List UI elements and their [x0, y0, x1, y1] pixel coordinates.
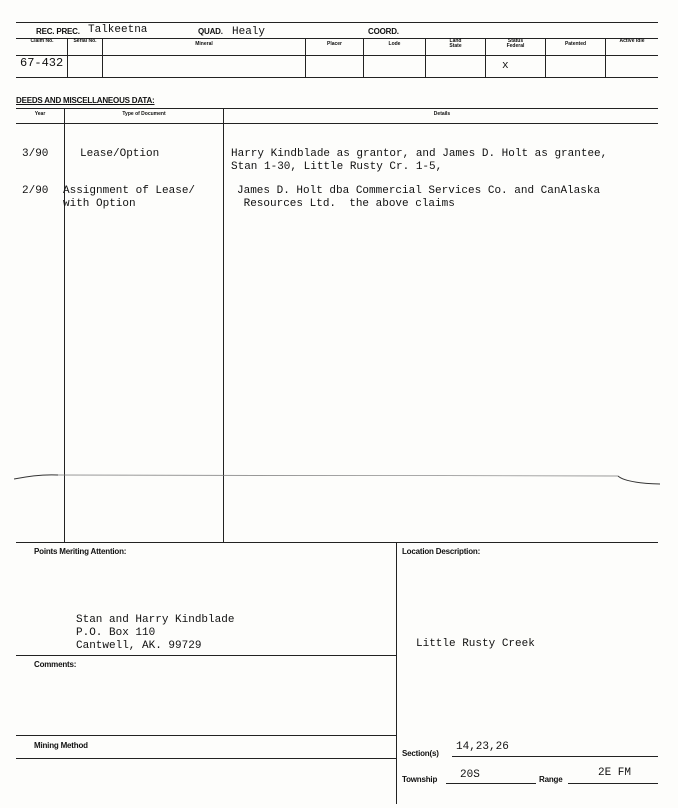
points-label: Points Meriting Attention: [34, 547, 127, 556]
status-federal-mark: x [502, 60, 509, 72]
address-line-3: Cantwell, AK. 99729 [76, 640, 202, 652]
location-label: Location Description: [402, 547, 481, 556]
col-mineral: Mineral [195, 41, 213, 47]
quad-label: QUAD. [198, 27, 223, 36]
coord-label: COORD. [368, 27, 399, 36]
col-details: Details [433, 111, 451, 117]
range-label: Range [539, 775, 563, 784]
quad-value: Healy [232, 26, 266, 38]
rec-prec-label: REC. PREC. [36, 27, 80, 36]
comments-label: Comments: [34, 660, 77, 669]
address-line-1: Stan and Harry Kindblade [76, 614, 235, 626]
claim-no-value: 67-432 [20, 56, 64, 70]
section-value: 14,23,26 [456, 741, 509, 753]
mining-method-label: Mining Method [34, 741, 88, 750]
section-label: Section(s) [402, 749, 439, 758]
location-value: Little Rusty Creek [416, 638, 535, 650]
col-lode: Lode [388, 41, 401, 47]
rec-prec-value: Talkeetna [88, 24, 148, 36]
deeds-title: DEEDS AND MISCELLANEOUS DATA: [16, 96, 155, 105]
col-claim-no: Claim No. [30, 38, 54, 44]
deed-2-details: James D. Holt dba Commercial Services Co. and CanAlaska Resources Ltd. the above claims [237, 185, 601, 210]
township-value: 20S [460, 769, 480, 781]
col-active-idle: Active Idle [619, 38, 645, 44]
col-year: Year [34, 111, 46, 117]
col-serial-no: Serial No. [73, 38, 97, 44]
fold-line [14, 465, 660, 487]
address-line-2: P.O. Box 110 [76, 627, 156, 639]
col-status-federal: Status Federal [506, 38, 525, 49]
township-label: Township [402, 775, 438, 784]
col-type: Type of Document [122, 111, 166, 117]
col-land-state: Land State [449, 38, 462, 49]
range-value: 2E FM [598, 767, 632, 779]
deed-1-year: 3/90 [22, 148, 49, 160]
col-patented: Patented [564, 41, 587, 47]
deed-1-type: Lease/Option [80, 148, 160, 160]
col-placer: Placer [326, 41, 342, 47]
deed-1-details: Harry Kindblade as grantor, and James D. Holt as grantee, Stan 1-30, Little Rusty Cr. 1-5, [231, 148, 608, 173]
deed-2-type: Assignment of Lease/ with Option [63, 185, 196, 210]
deed-2-year: 2/90 [22, 185, 49, 197]
